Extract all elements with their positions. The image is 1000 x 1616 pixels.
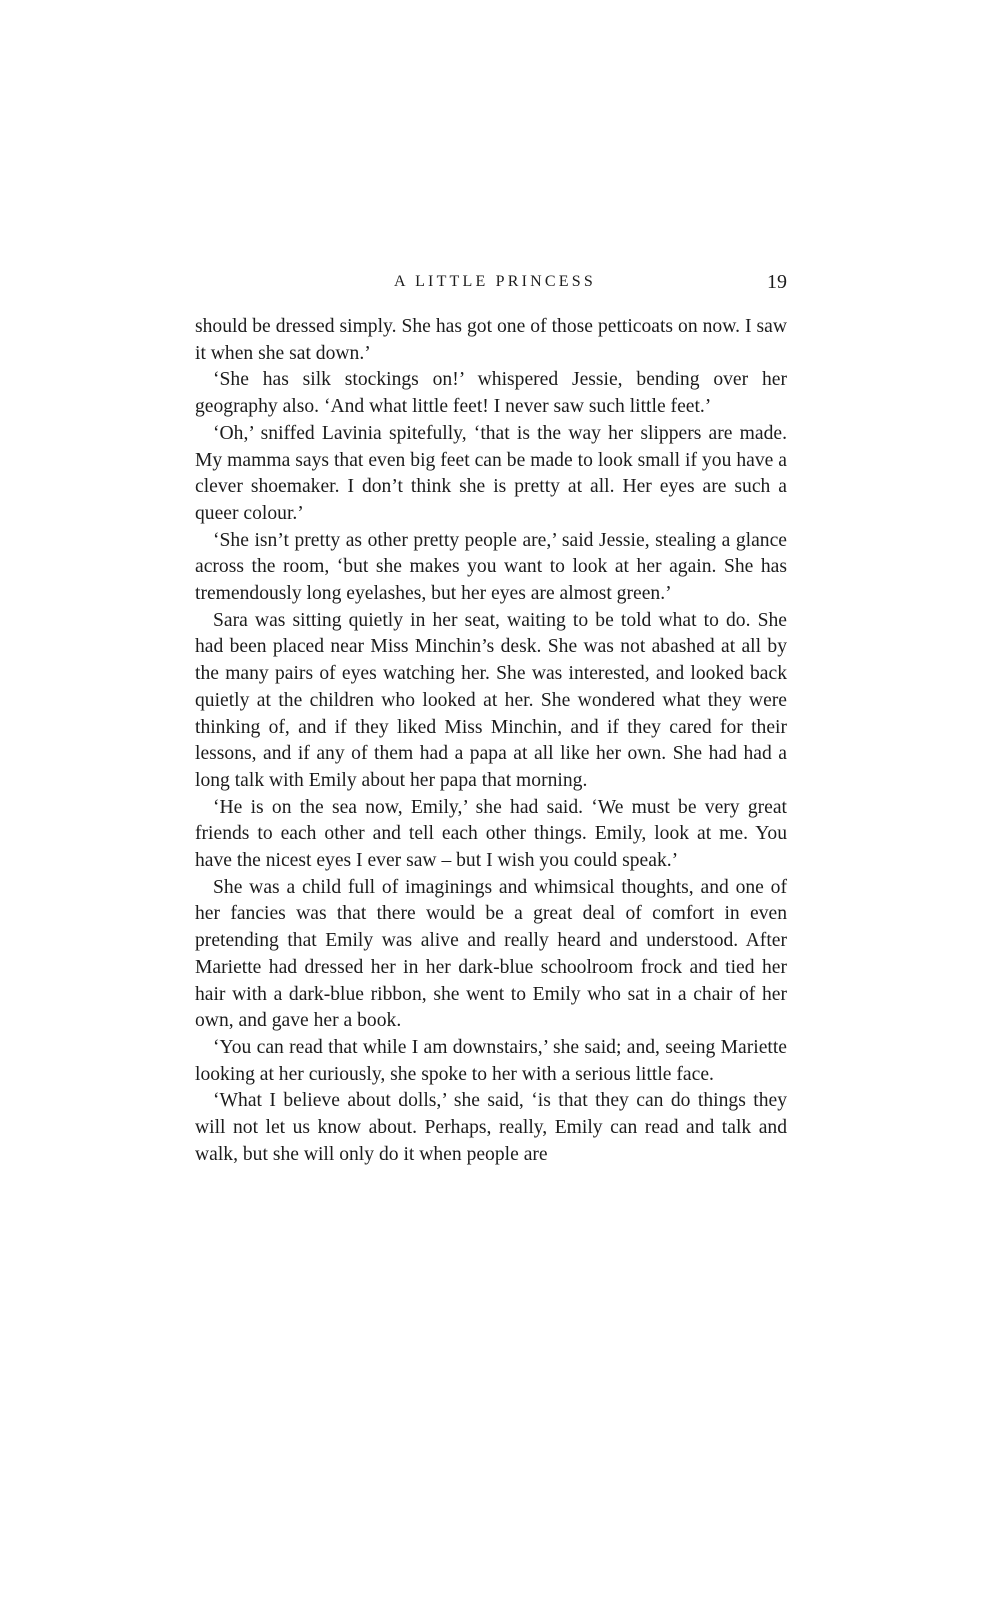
body-text xyxy=(195,314,787,1169)
paragraph: ‘Oh,’ sniffed Lavinia spitefully, ‘that is the way her slippers are made. My mamma says that even big feet can be made to look small if you have a clever shoemaker. I don’t think she is pretty at all. Her eyes are such a queer colour.’ xyxy=(195,422,787,524)
paragraph: ‘He is on the sea now, Emily,’ she had said. ‘We must be very great friends to each other and tell each other things. Emily, look at me. You have the nicest eyes I ever saw – but I wish you could speak.’ xyxy=(195,796,787,872)
paragraph: Sara was sitting quietly in her seat, waiting to be told what to do. She had been placed near Miss Minchin’s desk. She was not abashed at all by the many pairs of eyes watching her. She was interested, and looked back quietly at the children who looked at her. She wondered what they were thinking of, and if they liked Miss Minchin, and if they cared for their lessons, and if any of them had a papa at all like her own. She had had a long talk with Emily about her papa that morning. xyxy=(195,609,787,791)
paragraph: She was a child full of imaginings and whimsical thoughts, and one of her fancies was that there would be a great deal of comfort in even pretending that Emily was alive and really heard and understood. After Mariette had dressed her in her dark-blue schoolroom frock and tied her hair with a dark-blue ribbon, she went to Emily who sat in a chair of her own, and gave her a book. xyxy=(195,876,787,1032)
paragraph: ‘She has silk stockings on!’ whispered Jessie, bending over her geography also. ‘And what little feet! I never saw such little feet.’ xyxy=(195,369,787,418)
page-number: 19 xyxy=(767,271,787,293)
running-header xyxy=(195,268,787,296)
paragraph: ‘What I believe about dolls,’ she said, ‘is that they can do things they will not let us know about. Perhaps, really, Emily can read and talk and walk, but she will only do it when people are xyxy=(195,1090,787,1165)
paragraph: should be dressed simply. She has got one of those petticoats on now. I saw it when she sat down.’ xyxy=(195,316,787,364)
paragraph: ‘You can read that while I am downstairs,’ she said; and, seeing Mariette looking at her curiously, she spoke to her with a serious little face. xyxy=(195,1036,787,1085)
running-title: A LITTLE PRINCESS xyxy=(394,273,596,290)
paragraph: ‘She isn’t pretty as other pretty people are,’ said Jessie, stealing a glance across the room, ‘but she makes you want to look at her again. She has tremendously long eyelashes, but her eyes are almost green.’ xyxy=(195,529,787,605)
